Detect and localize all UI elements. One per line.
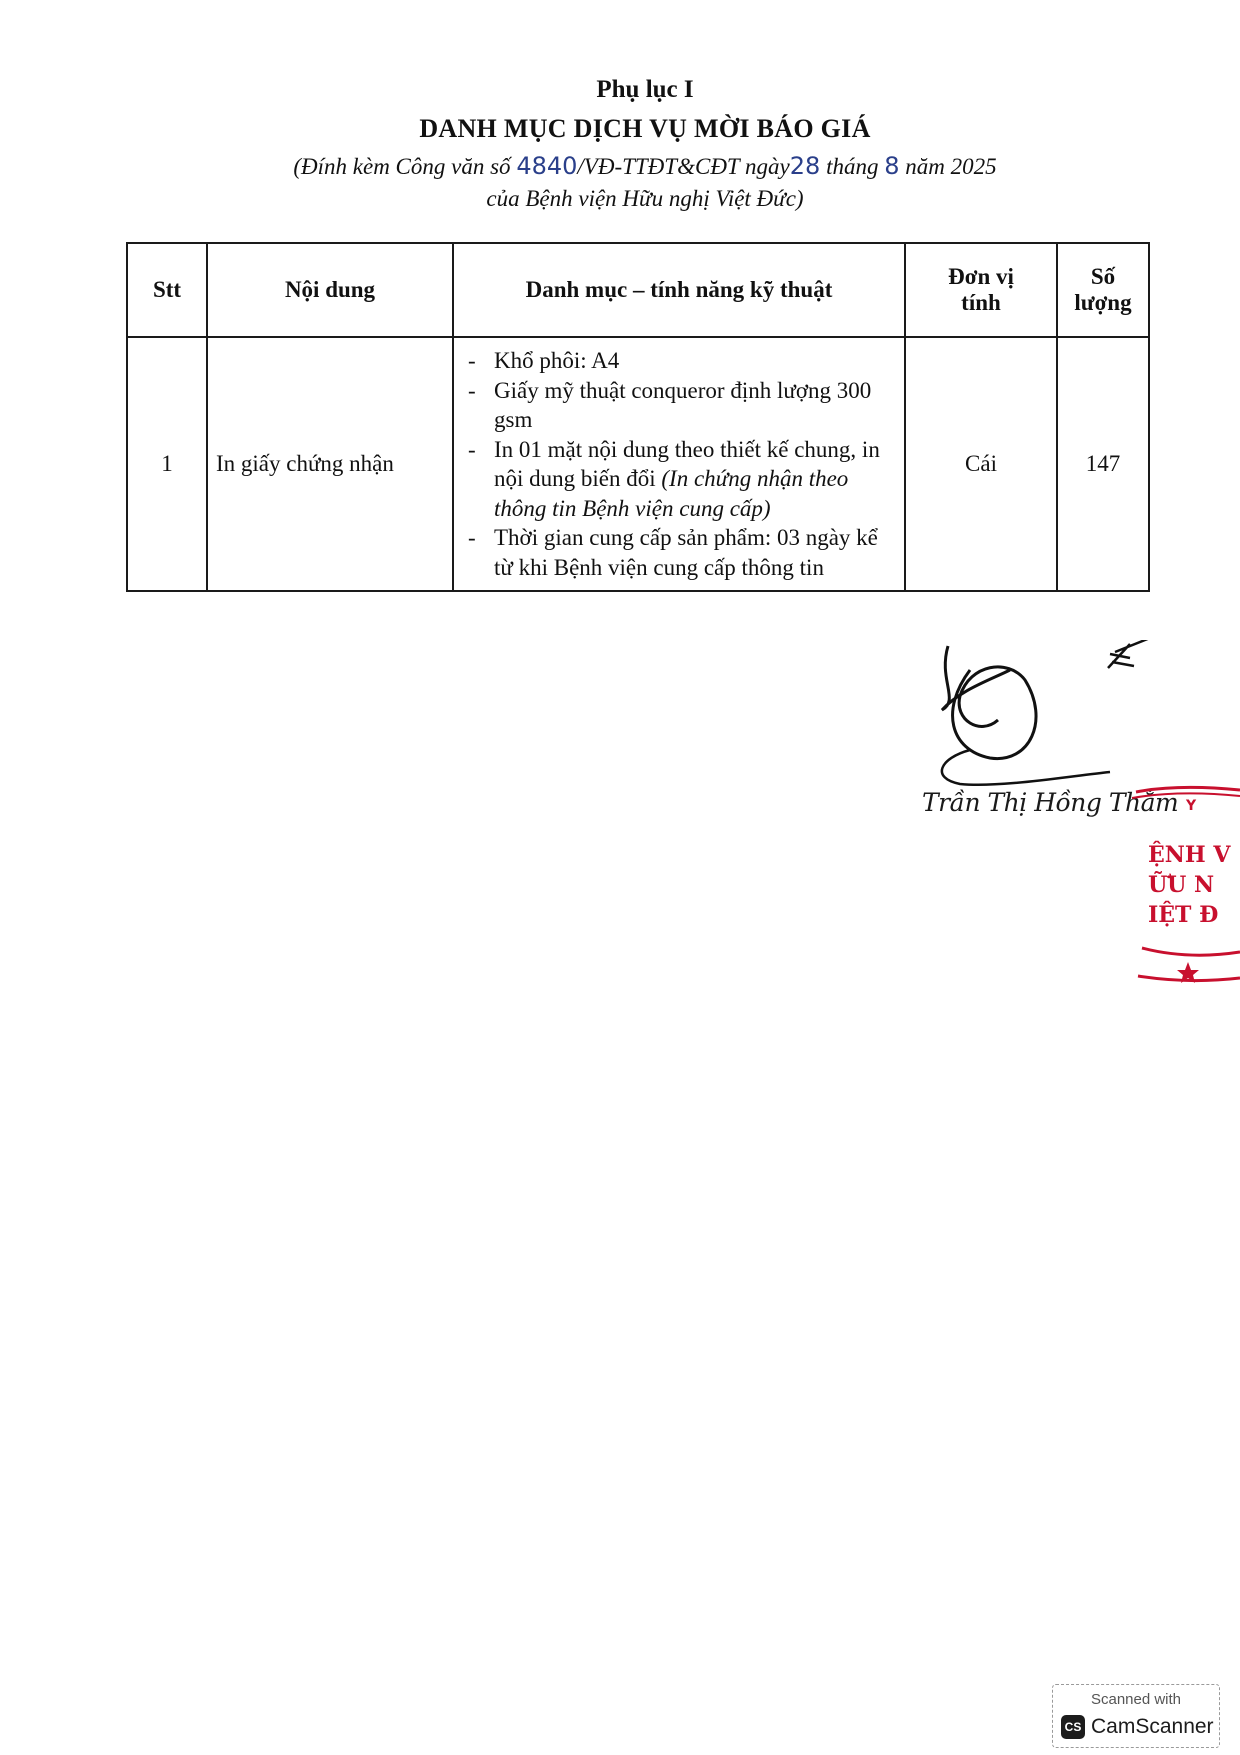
spec-item-note: (In chứng nhận theo thông tin Bệnh viện cung cấp): [494, 466, 849, 521]
handwritten-signature-icon: [930, 640, 1190, 790]
handwritten-month: 8: [884, 152, 900, 180]
watermark-brand: CamScanner: [1091, 1715, 1214, 1738]
cell-unit: Cái: [905, 337, 1057, 591]
spec-item: [464, 435, 894, 524]
stamp-line: ỆNH V: [1148, 842, 1231, 868]
header-unit: [905, 243, 1057, 337]
red-seal-stamp-icon: [1128, 780, 1240, 992]
header-qty: Số lượng: [1057, 243, 1149, 337]
spec-item-text: In 01 mặt nội dung theo thiết kế chung, in nội dung biến đổi: [494, 436, 880, 491]
spec-list: [464, 346, 894, 582]
organization-line: của Bệnh viện Hữu nghị Việt Đức): [486, 186, 804, 211]
cell-spec: [453, 337, 905, 591]
table-row: [127, 337, 1149, 591]
stamp-letter: Y: [1186, 798, 1197, 814]
reference-code: /VĐ-TTĐT&CĐT ngày: [577, 154, 790, 179]
watermark-caption: Scanned with: [1090, 1691, 1182, 1708]
spec-item: - Giấy mỹ thuật conqueror định lượng 300 gsm: [464, 376, 894, 435]
cell-content: In giấy chứng nhận: [207, 337, 453, 591]
stamp-line: IỆT Đ: [1148, 902, 1219, 928]
handwritten-day: 28: [789, 152, 821, 180]
document-title: DANH MỤC DỊCH VỤ MỜI BÁO GIÁ: [419, 114, 871, 143]
header-unit-line2: tính: [961, 290, 1001, 315]
reference-line: [0, 152, 1240, 180]
header-spec: Danh mục – tính năng kỹ thuật: [453, 243, 905, 337]
spec-item: - Khổ phôi: A4: [464, 346, 894, 376]
header-stt: Stt: [127, 243, 207, 337]
signer-name: Trần Thị Hồng Thắm: [922, 788, 1179, 817]
year-label: năm 2025: [899, 154, 997, 179]
camscanner-logo-icon: CS: [1061, 1715, 1085, 1739]
annex-label: Phụ lục I: [596, 76, 694, 103]
cell-qty: 147: [1057, 337, 1149, 591]
reference-prefix: (Đính kèm Công văn số: [293, 154, 517, 179]
table-header-row: [127, 243, 1149, 337]
month-label: tháng: [820, 154, 885, 179]
cell-stt: 1: [127, 337, 207, 591]
spec-item: - Thời gian cung cấp sản phẩm: 03 ngày kể từ khi Bệnh viện cung cấp thông tin: [464, 523, 894, 582]
header-content: Nội dung: [207, 243, 453, 337]
handwritten-number: 4840: [516, 152, 578, 180]
service-table: [126, 242, 1150, 592]
camscanner-watermark: [1052, 1684, 1220, 1748]
header-unit-line1: Đơn vị: [948, 264, 1014, 289]
stamp-line: ỮU N: [1148, 872, 1215, 898]
